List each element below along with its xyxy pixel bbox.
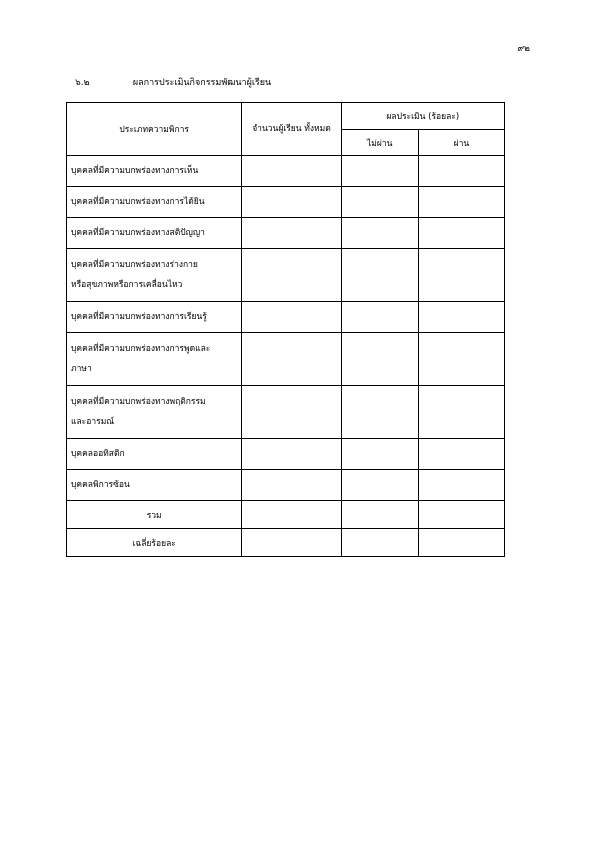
cell-count — [242, 333, 341, 386]
cell-pass — [418, 249, 504, 302]
cell-not-pass — [341, 218, 418, 249]
cell-not-pass — [341, 187, 418, 218]
row-label — [67, 249, 242, 302]
table-row — [67, 439, 505, 470]
row-label: บุคคลที่มีความบกพร่องทางการได้ยิน — [67, 187, 242, 218]
cell-count — [242, 302, 341, 333]
cell-count — [242, 156, 341, 187]
cell-count — [242, 529, 341, 557]
section-number: ๖.๒ — [75, 78, 90, 88]
cell-pass — [418, 187, 504, 218]
cell-pass — [418, 156, 504, 187]
cell-count — [242, 218, 341, 249]
row-label-line: บุคคลที่มีความบกพร่องทางการพูดและ — [71, 344, 211, 354]
table-row — [67, 249, 505, 302]
row-label-line: และอารมณ์ — [71, 417, 115, 427]
row-label-line: บุคคลที่มีความบกพร่องทางร่างกาย — [71, 260, 198, 270]
cell-count — [242, 187, 341, 218]
cell-pass — [418, 333, 504, 386]
table-row — [67, 187, 505, 218]
cell-pass — [418, 470, 504, 501]
cell-not-pass — [341, 501, 418, 529]
cell-count — [242, 439, 341, 470]
cell-pass — [418, 529, 504, 557]
cell-pass — [418, 302, 504, 333]
average-row — [67, 529, 505, 557]
table-row — [67, 470, 505, 501]
row-label: บุคคลพิการซ้อน — [67, 470, 242, 501]
total-label: รวม — [67, 501, 242, 529]
row-label: บุคคลที่มีความบกพร่องทางการเรียนรู้ — [67, 302, 242, 333]
cell-not-pass — [341, 156, 418, 187]
header-evaluation-result: ผลประเมิน (ร้อยละ) — [341, 103, 504, 130]
section-heading — [75, 75, 271, 89]
row-label-line: หรือสุขภาพหรือการเคลื่อนไหว — [71, 280, 183, 290]
row-label: บุคคลออทิสติก — [67, 439, 242, 470]
cell-count — [242, 501, 341, 529]
section-title: ผลการประเมินกิจกรรมพัฒนาผู้เรียน — [132, 78, 272, 88]
cell-not-pass — [341, 302, 418, 333]
cell-not-pass — [341, 529, 418, 557]
table-row — [67, 302, 505, 333]
table-row — [67, 218, 505, 249]
table-row — [67, 333, 505, 386]
row-label-line: ภาษา — [71, 364, 92, 374]
cell-pass — [418, 386, 504, 439]
row-label: บุคคลที่มีความบกพร่องทางการเห็น — [67, 156, 242, 187]
cell-not-pass — [341, 470, 418, 501]
table-row — [67, 386, 505, 439]
cell-pass — [418, 439, 504, 470]
evaluation-table — [66, 102, 505, 557]
cell-not-pass — [341, 386, 418, 439]
total-row — [67, 501, 505, 529]
row-label: บุคคลที่มีความบกพร่องทางสติปัญญา — [67, 218, 242, 249]
row-label-line: บุคคลที่มีความบกพร่องทางพฤติกรรม — [71, 397, 206, 407]
cell-not-pass — [341, 249, 418, 302]
cell-count — [242, 470, 341, 501]
cell-pass — [418, 501, 504, 529]
cell-not-pass — [341, 333, 418, 386]
row-label — [67, 333, 242, 386]
header-not-pass: ไม่ผ่าน — [341, 130, 418, 156]
header-disability-type: ประเภทความพิการ — [67, 103, 242, 156]
page-number: ๙๒ — [517, 44, 530, 54]
cell-count — [242, 249, 341, 302]
table-row — [67, 156, 505, 187]
average-label: เฉลี่ยร้อยละ — [67, 529, 242, 557]
row-label — [67, 386, 242, 439]
cell-count — [242, 386, 341, 439]
cell-not-pass — [341, 439, 418, 470]
header-pass: ผ่าน — [418, 130, 504, 156]
header-student-count: จำนวนผู้เรียน ทั้งหมด — [242, 103, 341, 156]
cell-pass — [418, 218, 504, 249]
